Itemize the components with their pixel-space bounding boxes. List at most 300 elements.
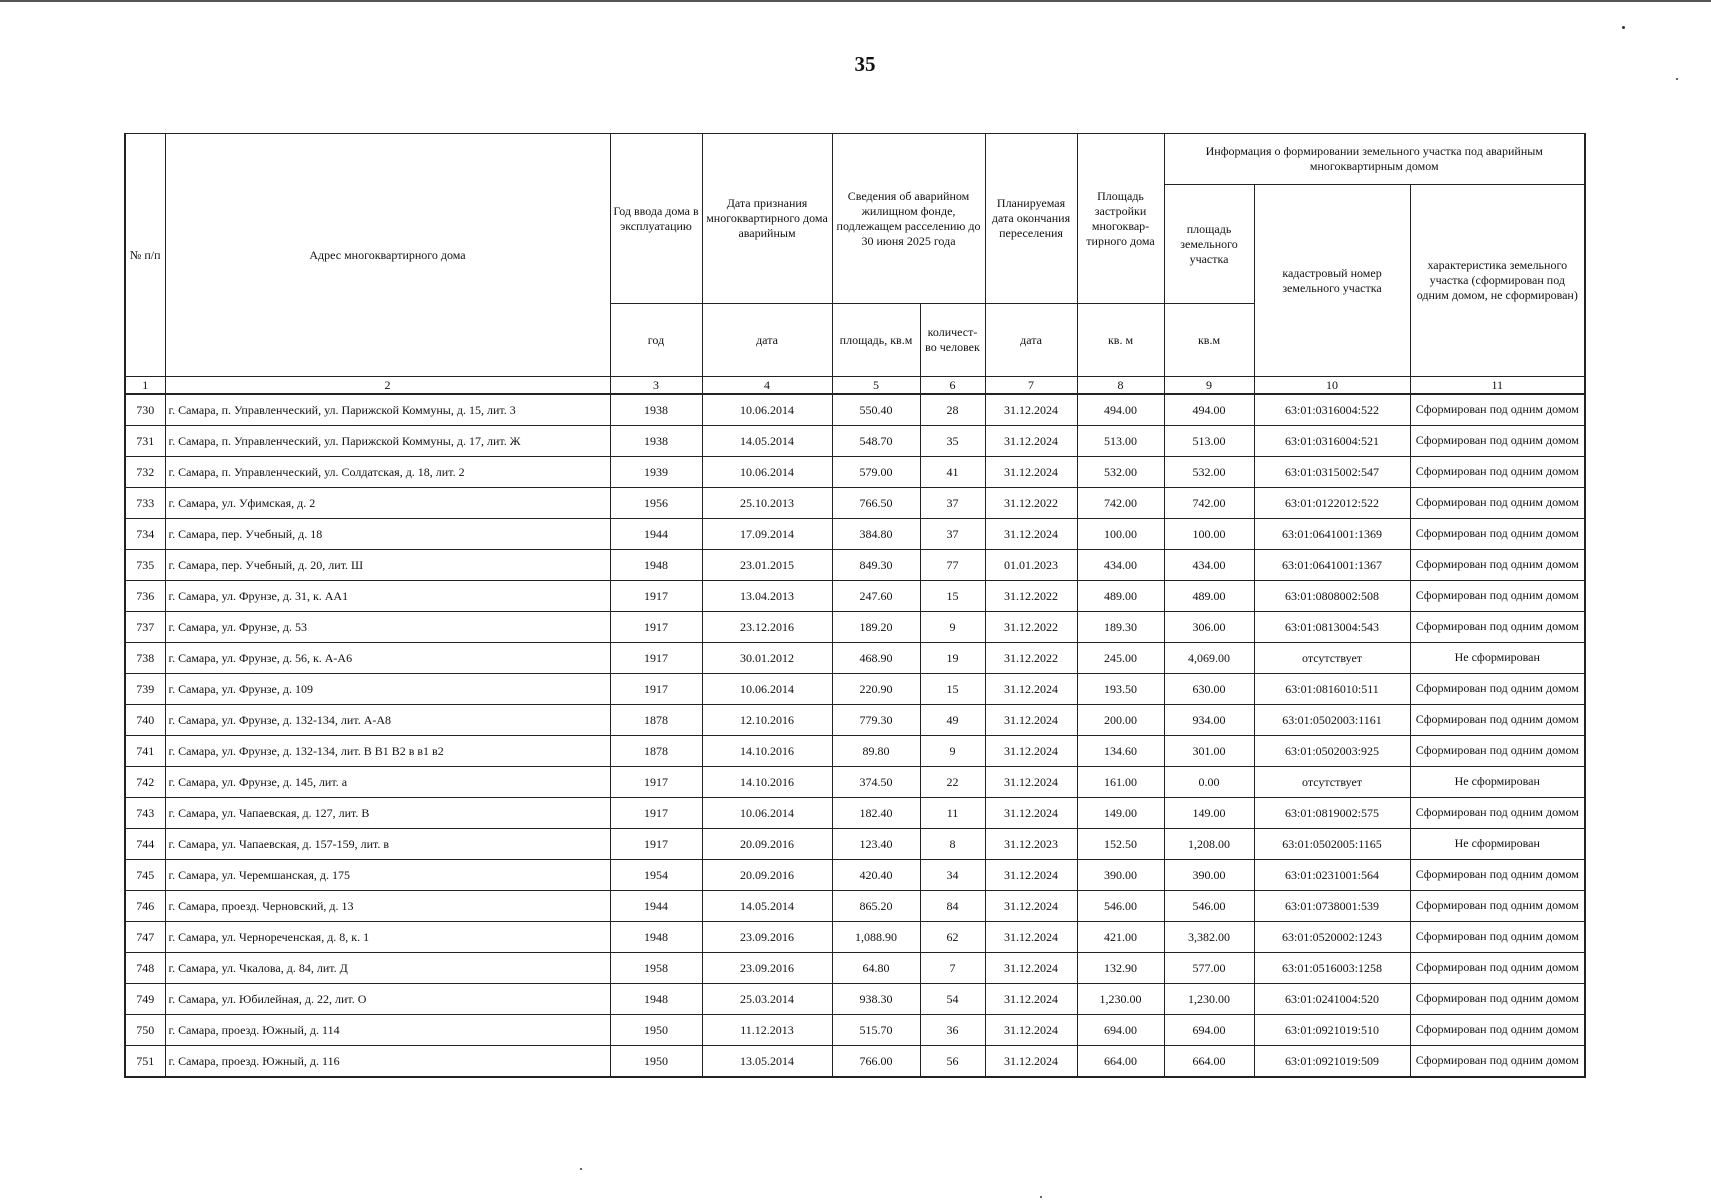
row-number: 751: [125, 1046, 165, 1078]
row-number: 744: [125, 829, 165, 860]
table-row: [125, 984, 1585, 1015]
row-people: 36: [920, 1015, 985, 1046]
row-building-area: 161.00: [1077, 767, 1164, 798]
row-number: 739: [125, 674, 165, 705]
row-number: 750: [125, 1015, 165, 1046]
row-land-area: 694.00: [1164, 1015, 1254, 1046]
table-row: [125, 643, 1585, 674]
row-cadastral-number: 63:01:0921019:509: [1254, 1046, 1410, 1078]
row-land-characteristic: Сформирован под одним домом: [1410, 674, 1585, 705]
row-date-declared: 12.10.2016: [702, 705, 832, 736]
row-number: 743: [125, 798, 165, 829]
column-number: 2: [165, 377, 610, 395]
row-year-built: 1917: [610, 643, 702, 674]
scan-speck: [1622, 26, 1625, 29]
column-number: 9: [1164, 377, 1254, 395]
row-area: 938.30: [832, 984, 920, 1015]
row-date-declared: 25.03.2014: [702, 984, 832, 1015]
row-area: 374.50: [832, 767, 920, 798]
row-building-area: 100.00: [1077, 519, 1164, 550]
row-year-built: 1917: [610, 612, 702, 643]
row-building-area: 152.50: [1077, 829, 1164, 860]
row-year-built: 1950: [610, 1046, 702, 1078]
row-number: 741: [125, 736, 165, 767]
row-year-built: 1878: [610, 705, 702, 736]
row-planned-date: 31.12.2024: [985, 426, 1077, 457]
row-cadastral-number: отсутствует: [1254, 643, 1410, 674]
row-address: г. Самара, ул. Чапаевская, д. 127, лит. В: [165, 798, 610, 829]
row-address: г. Самара, п. Управленческий, ул. Парижской Коммуны, д. 15, лит. 3: [165, 394, 610, 426]
row-land-characteristic: Сформирован под одним домом: [1410, 394, 1585, 426]
row-year-built: 1958: [610, 953, 702, 984]
row-area: 766.00: [832, 1046, 920, 1078]
row-address: г. Самара, ул. Чкалова, д. 84, лит. Д: [165, 953, 610, 984]
table-row: [125, 581, 1585, 612]
row-address: г. Самара, ул. Уфимская, д. 2: [165, 488, 610, 519]
column-number: 1: [125, 377, 165, 395]
row-land-area: 4,069.00: [1164, 643, 1254, 674]
column-number: 6: [920, 377, 985, 395]
row-planned-date: 31.12.2024: [985, 394, 1077, 426]
table-row: [125, 550, 1585, 581]
row-land-characteristic: Сформирован под одним домом: [1410, 953, 1585, 984]
row-address: г. Самара, п. Управленческий, ул. Солдатская, д. 18, лит. 2: [165, 457, 610, 488]
row-cadastral-number: 63:01:0819002:575: [1254, 798, 1410, 829]
row-cadastral-number: 63:01:0520002:1243: [1254, 922, 1410, 953]
row-area: 89.80: [832, 736, 920, 767]
row-date-declared: 10.06.2014: [702, 457, 832, 488]
row-building-area: 513.00: [1077, 426, 1164, 457]
row-number: 745: [125, 860, 165, 891]
row-land-characteristic: Сформирован под одним домом: [1410, 488, 1585, 519]
row-cadastral-number: 63:01:0315002:547: [1254, 457, 1410, 488]
row-land-characteristic: Сформирован под одним домом: [1410, 984, 1585, 1015]
row-land-characteristic: Сформирован под одним домом: [1410, 1015, 1585, 1046]
row-planned-date: 31.12.2022: [985, 612, 1077, 643]
row-people: 62: [920, 922, 985, 953]
table-row: [125, 674, 1585, 705]
row-land-area: 0.00: [1164, 767, 1254, 798]
column-number: 7: [985, 377, 1077, 395]
row-people: 8: [920, 829, 985, 860]
row-building-area: 149.00: [1077, 798, 1164, 829]
row-number: 738: [125, 643, 165, 674]
column-number: 3: [610, 377, 702, 395]
table-row: [125, 457, 1585, 488]
row-land-area: 301.00: [1164, 736, 1254, 767]
row-land-area: 934.00: [1164, 705, 1254, 736]
row-people: 15: [920, 581, 985, 612]
row-address: г. Самара, ул. Чапаевская, д. 157-159, лит. в: [165, 829, 610, 860]
row-building-area: 694.00: [1077, 1015, 1164, 1046]
table-row: [125, 829, 1585, 860]
row-area: 579.00: [832, 457, 920, 488]
table-row: [125, 488, 1585, 519]
row-date-declared: 13.05.2014: [702, 1046, 832, 1078]
row-cadastral-number: 63:01:0502003:925: [1254, 736, 1410, 767]
row-cadastral-number: 63:01:0122012:522: [1254, 488, 1410, 519]
row-date-declared: 14.10.2016: [702, 736, 832, 767]
row-land-area: 1,208.00: [1164, 829, 1254, 860]
row-land-area: 742.00: [1164, 488, 1254, 519]
row-area: 865.20: [832, 891, 920, 922]
row-planned-date: 31.12.2022: [985, 488, 1077, 519]
row-land-area: 306.00: [1164, 612, 1254, 643]
row-planned-date: 31.12.2024: [985, 1015, 1077, 1046]
row-year-built: 1917: [610, 674, 702, 705]
row-land-area: 513.00: [1164, 426, 1254, 457]
row-area: 123.40: [832, 829, 920, 860]
row-people: 34: [920, 860, 985, 891]
column-number: 10: [1254, 377, 1410, 395]
row-planned-date: 31.12.2024: [985, 705, 1077, 736]
row-area: 247.60: [832, 581, 920, 612]
row-building-area: 1,230.00: [1077, 984, 1164, 1015]
row-planned-date: 31.12.2024: [985, 674, 1077, 705]
table-row: [125, 953, 1585, 984]
row-area: 515.70: [832, 1015, 920, 1046]
row-building-area: 664.00: [1077, 1046, 1164, 1078]
column-numbers-row: [125, 377, 1585, 395]
header-date-declared: Дата признания многоквартирного дома аварийным: [702, 134, 832, 304]
row-address: г. Самара, ул. Юбилейная, д. 22, лит. О: [165, 984, 610, 1015]
table-row: [125, 394, 1585, 426]
row-year-built: 1938: [610, 426, 702, 457]
row-year-built: 1944: [610, 891, 702, 922]
row-planned-date: 31.12.2024: [985, 984, 1077, 1015]
row-planned-date: 31.12.2024: [985, 953, 1077, 984]
row-address: г. Самара, проезд. Черновский, д. 13: [165, 891, 610, 922]
row-area: 220.90: [832, 674, 920, 705]
header-address: Адрес многоквартирного дома: [165, 134, 610, 377]
row-people: 22: [920, 767, 985, 798]
row-year-built: 1948: [610, 984, 702, 1015]
row-planned-date: 31.12.2024: [985, 1046, 1077, 1078]
row-date-declared: 23.09.2016: [702, 953, 832, 984]
row-land-characteristic: Сформирован под одним домом: [1410, 1046, 1585, 1078]
column-number: 5: [832, 377, 920, 395]
table-row: [125, 1046, 1585, 1078]
row-people: 37: [920, 488, 985, 519]
row-building-area: 494.00: [1077, 394, 1164, 426]
scan-speck: [580, 1168, 582, 1170]
row-people: 28: [920, 394, 985, 426]
row-land-characteristic: Не сформирован: [1410, 767, 1585, 798]
row-land-characteristic: Сформирован под одним домом: [1410, 457, 1585, 488]
table-row: [125, 798, 1585, 829]
row-cadastral-number: 63:01:0921019:510: [1254, 1015, 1410, 1046]
row-land-characteristic: Сформирован под одним домом: [1410, 705, 1585, 736]
row-people: 37: [920, 519, 985, 550]
row-land-characteristic: Сформирован под одним домом: [1410, 860, 1585, 891]
header-unit-planned: дата: [985, 304, 1077, 377]
table-row: [125, 767, 1585, 798]
row-date-declared: 10.06.2014: [702, 674, 832, 705]
header-land-area: площадь земельного участка: [1164, 185, 1254, 304]
row-building-area: 390.00: [1077, 860, 1164, 891]
row-land-characteristic: Не сформирован: [1410, 829, 1585, 860]
row-year-built: 1938: [610, 394, 702, 426]
row-date-declared: 10.06.2014: [702, 798, 832, 829]
row-people: 41: [920, 457, 985, 488]
row-year-built: 1917: [610, 767, 702, 798]
row-land-area: 664.00: [1164, 1046, 1254, 1078]
row-number: 740: [125, 705, 165, 736]
row-year-built: 1939: [610, 457, 702, 488]
header-unit-year: год: [610, 304, 702, 377]
row-address: г. Самара, ул. Фрунзе, д. 132-134, лит. В В1 В2 в в1 в2: [165, 736, 610, 767]
row-land-area: 546.00: [1164, 891, 1254, 922]
header-unit-people: количест-во человек: [920, 304, 985, 377]
row-land-characteristic: Сформирован под одним домом: [1410, 736, 1585, 767]
table-row: [125, 612, 1585, 643]
row-building-area: 421.00: [1077, 922, 1164, 953]
row-planned-date: 31.12.2024: [985, 798, 1077, 829]
row-year-built: 1948: [610, 922, 702, 953]
row-area: 420.40: [832, 860, 920, 891]
row-date-declared: 10.06.2014: [702, 394, 832, 426]
row-address: г. Самара, ул. Чернореченская, д. 8, к. 1: [165, 922, 610, 953]
row-cadastral-number: отсутствует: [1254, 767, 1410, 798]
row-cadastral-number: 63:01:0816010:511: [1254, 674, 1410, 705]
row-people: 35: [920, 426, 985, 457]
row-people: 15: [920, 674, 985, 705]
row-planned-date: 31.12.2024: [985, 457, 1077, 488]
row-address: г. Самара, ул. Черемшанская, д. 175: [165, 860, 610, 891]
row-building-area: 132.90: [1077, 953, 1164, 984]
row-area: 779.30: [832, 705, 920, 736]
scan-speck: [1676, 78, 1678, 80]
row-cadastral-number: 63:01:0808002:508: [1254, 581, 1410, 612]
scan-speck: [1040, 1196, 1042, 1198]
row-address: г. Самара, ул. Фрунзе, д. 56, к. А-А6: [165, 643, 610, 674]
row-year-built: 1944: [610, 519, 702, 550]
table-body: [125, 394, 1585, 1077]
row-year-built: 1950: [610, 1015, 702, 1046]
row-people: 11: [920, 798, 985, 829]
table-row: [125, 736, 1585, 767]
row-date-declared: 14.05.2014: [702, 426, 832, 457]
row-land-characteristic: Сформирован под одним домом: [1410, 581, 1585, 612]
header-land-char: характеристика земельного участка (сформирован под одним домом, не сформирован): [1410, 185, 1585, 377]
row-area: 384.80: [832, 519, 920, 550]
row-building-area: 546.00: [1077, 891, 1164, 922]
row-area: 182.40: [832, 798, 920, 829]
row-number: 747: [125, 922, 165, 953]
row-date-declared: 20.09.2016: [702, 860, 832, 891]
row-year-built: 1917: [610, 829, 702, 860]
table-row: [125, 1015, 1585, 1046]
row-area: 64.80: [832, 953, 920, 984]
row-year-built: 1954: [610, 860, 702, 891]
row-people: 56: [920, 1046, 985, 1078]
row-land-characteristic: Сформирован под одним домом: [1410, 519, 1585, 550]
table-row: [125, 705, 1585, 736]
row-land-characteristic: Сформирован под одним домом: [1410, 922, 1585, 953]
row-address: г. Самара, ул. Фрунзе, д. 109: [165, 674, 610, 705]
row-number: 734: [125, 519, 165, 550]
row-cadastral-number: 63:01:0813004:543: [1254, 612, 1410, 643]
row-cadastral-number: 63:01:0516003:1258: [1254, 953, 1410, 984]
row-people: 9: [920, 736, 985, 767]
row-cadastral-number: 63:01:0738001:539: [1254, 891, 1410, 922]
row-area: 849.30: [832, 550, 920, 581]
row-building-area: 742.00: [1077, 488, 1164, 519]
row-cadastral-number: 63:01:0316004:522: [1254, 394, 1410, 426]
row-number: 735: [125, 550, 165, 581]
row-cadastral-number: 63:01:0641001:1367: [1254, 550, 1410, 581]
row-year-built: 1917: [610, 798, 702, 829]
row-date-declared: 23.01.2015: [702, 550, 832, 581]
page-top-border: [0, 0, 1711, 2]
row-land-characteristic: Сформирован под одним домом: [1410, 798, 1585, 829]
row-land-area: 390.00: [1164, 860, 1254, 891]
header-year-built: Год ввода дома в эксплуатацию: [610, 134, 702, 304]
row-area: 766.50: [832, 488, 920, 519]
row-number: 748: [125, 953, 165, 984]
row-land-characteristic: Сформирован под одним домом: [1410, 612, 1585, 643]
row-date-declared: 30.01.2012: [702, 643, 832, 674]
table-row: [125, 922, 1585, 953]
row-cadastral-number: 63:01:0641001:1369: [1254, 519, 1410, 550]
row-building-area: 193.50: [1077, 674, 1164, 705]
row-planned-date: 01.01.2023: [985, 550, 1077, 581]
row-people: 19: [920, 643, 985, 674]
row-date-declared: 25.10.2013: [702, 488, 832, 519]
header-emergency-fund: Сведения об аварийном жилищном фонде, подлежащем расселению до 30 июня 2025 года: [832, 134, 985, 304]
row-planned-date: 31.12.2024: [985, 922, 1077, 953]
row-building-area: 245.00: [1077, 643, 1164, 674]
row-cadastral-number: 63:01:0502003:1161: [1254, 705, 1410, 736]
header-cadastral: кадастровый номер земельного участка: [1254, 185, 1410, 377]
row-cadastral-number: 63:01:0231001:564: [1254, 860, 1410, 891]
row-year-built: 1956: [610, 488, 702, 519]
row-date-declared: 23.09.2016: [702, 922, 832, 953]
row-address: г. Самара, пер. Учебный, д. 20, лит. Ш: [165, 550, 610, 581]
row-land-area: 489.00: [1164, 581, 1254, 612]
row-number: 732: [125, 457, 165, 488]
row-address: г. Самара, ул. Фрунзе, д. 53: [165, 612, 610, 643]
row-people: 77: [920, 550, 985, 581]
row-number: 731: [125, 426, 165, 457]
row-number: 742: [125, 767, 165, 798]
row-land-area: 100.00: [1164, 519, 1254, 550]
row-planned-date: 31.12.2024: [985, 891, 1077, 922]
row-planned-date: 31.12.2022: [985, 643, 1077, 674]
header-unit-date: дата: [702, 304, 832, 377]
row-planned-date: 31.12.2024: [985, 860, 1077, 891]
header-num: № п/п: [125, 134, 165, 377]
row-land-area: 630.00: [1164, 674, 1254, 705]
header-planned-date: Планируемая дата окончания переселения: [985, 134, 1077, 304]
row-address: г. Самара, ул. Фрунзе, д. 132-134, лит. А-А8: [165, 705, 610, 736]
row-address: г. Самара, ул. Фрунзе, д. 31, к. АА1: [165, 581, 610, 612]
table-header: [125, 134, 1585, 395]
row-building-area: 189.30: [1077, 612, 1164, 643]
row-address: г. Самара, проезд. Южный, д. 116: [165, 1046, 610, 1078]
row-people: 49: [920, 705, 985, 736]
row-land-area: 532.00: [1164, 457, 1254, 488]
row-people: 54: [920, 984, 985, 1015]
row-number: 730: [125, 394, 165, 426]
header-unit-land-area: кв.м: [1164, 304, 1254, 377]
row-building-area: 434.00: [1077, 550, 1164, 581]
row-land-area: 577.00: [1164, 953, 1254, 984]
row-address: г. Самара, п. Управленческий, ул. Парижской Коммуны, д. 17, лит. Ж: [165, 426, 610, 457]
column-number: 11: [1410, 377, 1585, 395]
header-land-info: Информация о формировании земельного участка под аварийным многоквартирным домом: [1164, 134, 1585, 185]
row-address: г. Самара, пер. Учебный, д. 18: [165, 519, 610, 550]
row-year-built: 1948: [610, 550, 702, 581]
row-number: 736: [125, 581, 165, 612]
row-land-area: 434.00: [1164, 550, 1254, 581]
row-area: 468.90: [832, 643, 920, 674]
row-land-area: 1,230.00: [1164, 984, 1254, 1015]
row-area: 1,088.90: [832, 922, 920, 953]
row-people: 9: [920, 612, 985, 643]
row-year-built: 1917: [610, 581, 702, 612]
row-date-declared: 23.12.2016: [702, 612, 832, 643]
row-land-characteristic: Не сформирован: [1410, 643, 1585, 674]
row-cadastral-number: 63:01:0502005:1165: [1254, 829, 1410, 860]
table-row: [125, 860, 1585, 891]
page-number: 35: [854, 52, 876, 76]
column-number: 8: [1077, 377, 1164, 395]
row-date-declared: 14.10.2016: [702, 767, 832, 798]
row-date-declared: 11.12.2013: [702, 1015, 832, 1046]
row-building-area: 532.00: [1077, 457, 1164, 488]
row-date-declared: 20.09.2016: [702, 829, 832, 860]
row-planned-date: 31.12.2022: [985, 581, 1077, 612]
row-year-built: 1878: [610, 736, 702, 767]
row-number: 737: [125, 612, 165, 643]
header-unit-build-area: кв. м: [1077, 304, 1164, 377]
row-date-declared: 14.05.2014: [702, 891, 832, 922]
row-land-characteristic: Сформирован под одним домом: [1410, 891, 1585, 922]
row-land-characteristic: Сформирован под одним домом: [1410, 550, 1585, 581]
row-planned-date: 31.12.2024: [985, 736, 1077, 767]
row-land-area: 494.00: [1164, 394, 1254, 426]
row-date-declared: 17.09.2014: [702, 519, 832, 550]
emergency-housing-table: [124, 133, 1586, 1078]
header-unit-area: площадь, кв.м: [832, 304, 920, 377]
row-building-area: 489.00: [1077, 581, 1164, 612]
row-cadastral-number: 63:01:0241004:520: [1254, 984, 1410, 1015]
column-number: 4: [702, 377, 832, 395]
row-planned-date: 31.12.2024: [985, 519, 1077, 550]
row-building-area: 200.00: [1077, 705, 1164, 736]
row-planned-date: 31.12.2024: [985, 767, 1077, 798]
row-area: 550.40: [832, 394, 920, 426]
row-land-area: 149.00: [1164, 798, 1254, 829]
row-people: 7: [920, 953, 985, 984]
row-number: 733: [125, 488, 165, 519]
row-address: г. Самара, ул. Фрунзе, д. 145, лит. а: [165, 767, 610, 798]
row-land-area: 3,382.00: [1164, 922, 1254, 953]
table-row: [125, 891, 1585, 922]
table-row: [125, 426, 1585, 457]
row-cadastral-number: 63:01:0316004:521: [1254, 426, 1410, 457]
row-address: г. Самара, проезд. Южный, д. 114: [165, 1015, 610, 1046]
row-building-area: 134.60: [1077, 736, 1164, 767]
row-land-characteristic: Сформирован под одним домом: [1410, 426, 1585, 457]
row-number: 749: [125, 984, 165, 1015]
row-area: 548.70: [832, 426, 920, 457]
table-row: [125, 519, 1585, 550]
row-people: 84: [920, 891, 985, 922]
header-building-area: Площадь застройки многоквар-тирного дома: [1077, 134, 1164, 304]
row-area: 189.20: [832, 612, 920, 643]
